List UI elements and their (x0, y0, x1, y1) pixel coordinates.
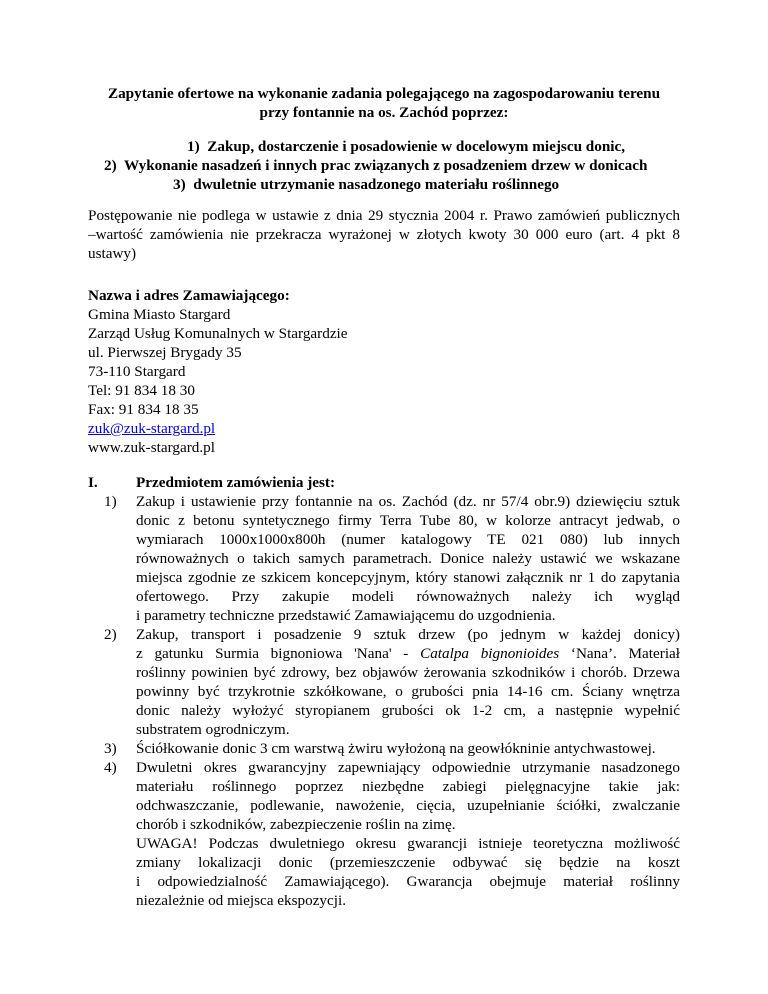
list-item-line-species: z gatunku Surmia bignoniowa 'Nana' - Catalpa bignonioides ‘Nana’. Materiał (136, 645, 680, 662)
address-line: Zarząd Usług Komunalnych w Stargardzie (88, 325, 348, 342)
list-item-line: i odpowiedzialność Zamawiającego). Gwarancja obejmuje materiał roślinny (136, 873, 680, 890)
list-item-line: wymiarach 1000x1000x800h (numer katalogowy TE 021 080) lub innych (136, 531, 680, 548)
list-item-line: miejsca zgodnie ze szkicem koncepcyjnym, który stanowi załącznik nr 1 do zapytania (136, 569, 680, 586)
list-item-number: 2) (104, 626, 117, 643)
list-item-line: Dwuletni okres gwarancyjny zapewniający odpowiednie utrzymanie nasadzonego (136, 759, 680, 776)
list-item-line: niezależnie od miejsca ekspozycji. (136, 892, 346, 909)
list-item-line: UWAGA! Podczas dwuletniego okresu gwarancji istnieje teoretyczna możliwość (136, 835, 680, 852)
list-item-line: donic należy wyłożyć styropianem grubości ok 1-2 cm, a następnie wypełnić (136, 702, 680, 719)
list-item-line: chorób i szkodników, zabezpieczenie roślin na zimę. (136, 816, 456, 833)
address-line: Gmina Miasto Stargard (88, 306, 231, 323)
list-item-line: równoważnych o takich samych parametrach. Donice należy ustawić we wskazane (136, 550, 680, 567)
list-item-number: 1) (104, 493, 117, 510)
scope-item-1 (187, 137, 625, 156)
list-item-line: i parametry techniczne przedstawić Zamawiającemu do uzgodnienia. (136, 607, 556, 624)
scope-item-number: 3) (173, 176, 186, 193)
address-line: 73-110 Stargard (88, 363, 186, 380)
scope-item-text: dwuletnie utrzymanie nasadzonego materiału roślinnego (193, 176, 560, 193)
scope-item-number: 1) (187, 138, 200, 155)
latin-species-name: Catalpa bignonioides (420, 645, 560, 662)
contracting-authority (88, 286, 348, 457)
intro-line: Postępowanie nie podlega w ustawie z dnia 29 stycznia 2004 r. Prawo zamówień publicznych (88, 207, 680, 224)
list-item-number: 4) (104, 759, 117, 776)
scope-item-number: 2) (104, 157, 117, 174)
title-line-1: Zapytanie ofertowe na wykonanie zadania polegającego na zagospodarowaniu terenu (107, 85, 661, 102)
list-item-line: substratem ogrodniczym. (136, 721, 290, 738)
list-item-line: Zakup, transport i posadzenie 9 sztuk drzew (po jednym w każdej donicy) (136, 626, 680, 643)
section-title: Przedmiotem zamówienia jest: (136, 474, 336, 491)
contracting-heading: Nazwa i adres Zamawiającego: (88, 287, 290, 304)
list-item-line: Ściółkowanie donic 3 cm warstwą żwiru wyłożoną na geowłókninie antychwastowej. (136, 740, 656, 757)
list-item-line: odchwaszczanie, podlewanie, nawożenie, cięcia, uzupełnianie ściółki, zwalczanie (136, 797, 680, 814)
list-item-line: zmiany lokalizacji donic (przemieszczenie odbywać się będzie na koszt (136, 854, 680, 871)
list-item-line: ofertowego. Przy zakupie modeli równoważnych należy ich wygląd (136, 588, 680, 605)
address-line: ul. Pierwszej Brygady 35 (88, 344, 242, 361)
list-item-line: materiału roślinnego poprzez niezbędne zabiegi pielęgnacyjne takie jak: (136, 778, 680, 795)
email-link[interactable]: zuk@zuk-stargard.pl (88, 420, 216, 437)
scope-item-text: Zakup, dostarczenie i posadowienie w docelowym miejscu donic, (207, 138, 626, 155)
title-line-2: przy fontannie na os. Zachód poprzez: (259, 104, 509, 121)
list-item-number: 3) (104, 740, 117, 757)
section-number: I. (88, 474, 98, 491)
list-item-line: Zakup i ustawienie przy fontannie na os. Zachód (dz. nr 57/4 obr.9) dziewięciu sztuk (136, 493, 680, 510)
intro-line: ustawy) (88, 245, 137, 262)
document-title (0, 84, 768, 122)
section-heading (88, 473, 335, 492)
intro-line: –wartość zamówienia nie przekracza wyrażonej w złotych kwoty 30 000 euro (art. 4 pkt 8 (88, 226, 680, 243)
list-item-line: powinny być trzykrotnie szkółkowane, o grubości pnia 14-16 cm. Ściany wnętrza (136, 683, 680, 700)
scope-item-2 (104, 156, 647, 175)
website-text: www.zuk-stargard.pl (88, 439, 215, 456)
phone-line: Tel: 91 834 18 30 (88, 382, 195, 399)
intro-paragraph (88, 206, 680, 263)
fax-line: Fax: 91 834 18 35 (88, 401, 199, 418)
list-item-line: roślinny powinien być zdrowy, bez objawów żerowania szkodników i chorób. Drzewa (136, 664, 680, 681)
scope-item-text: Wykonanie nasadzeń i innych prac związanych z posadzeniem drzew w donicach (123, 157, 648, 174)
list-item-line: donic z betonu syntetycznego firmy Terra Tube 80, w kolorze antracyt jedwab, o (136, 512, 680, 529)
scope-item-3 (173, 175, 559, 194)
